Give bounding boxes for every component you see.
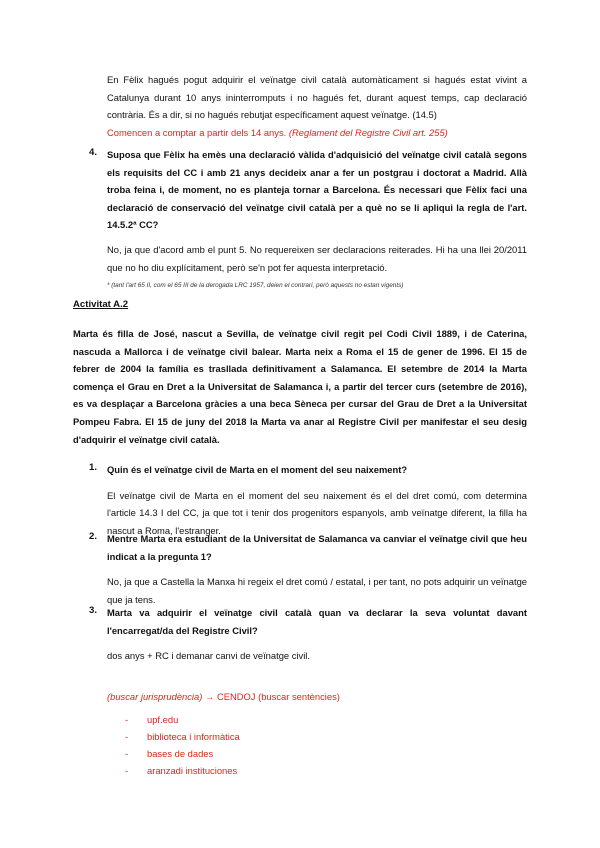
list-item: - bases de dades [125,748,214,759]
q2-number: 2. [89,531,98,542]
q3-number: 3. [89,605,98,616]
red-note: Comencen a comptar a partir dels 14 anys. [107,126,287,138]
list-item: - upf.edu [125,714,179,725]
link-databases[interactable]: bases de dades [147,748,214,759]
q4-block [107,146,527,291]
q2-answer: No, ja que a Castella la Manxa hi regeix el dret comú / estatal, i per tant, no pots adquirir un veïnatge que ja tens. [107,576,527,605]
q2-block [107,530,527,608]
q4-question: Suposa que Fèlix ha emès una declaració vàlida d'adquisició del veïnatge civil català segons els requisits del CC i amb 21 anys decideix anar a fer un postgrau i doctorat a Madrid. Allà troba feina i, de moment, no es planteja tornar a Barcelona. És necessari que Fèlix faci una declaració de conservació del veïnatge civil català per a què no se li apliqui la regla de l'art. 14.5.2ª CC? [107,149,527,231]
q2-question: Mentre Marta era estudiant de la Universitat de Salamanca va canviar el veïnatge civil que heu indicat a la pregunta 1? [107,533,527,562]
q4-footnote: * (tant l'art 65 II, com el 65 III de la derogada LRC 1957, deien el contrari, però aquests no estan vigents) [107,282,404,290]
q1-answer: El veïnatge civil de Marta en el moment del seu naixement és el del dret comú, com determina l'article 14.3 I del CC, ja que tot i tenir dos progenitors espanyols, amb veïnatge diferent, la filla ha nascut a Roma, l'estranger. [107,489,527,536]
research-links [125,711,425,779]
research-label: (buscar jurisprudència) [107,691,203,702]
activity-intro-block [73,325,527,448]
link-library[interactable]: biblioteca i informàtica [147,731,240,742]
link-upf[interactable]: upf.edu [147,714,179,725]
research-target: CENDOJ (buscar sentències) [216,691,340,702]
regulation-reference: (Reglament del Registre Civil art. 255) [288,126,448,138]
research-line [107,688,527,706]
continuation-text: En Fèlix hagués pogut adquirir el veïnatge civil català automàticament si hagués estat vivint a Catalunya durant 10 anys ininterromputs i no hagués fet, durant aquest temps, cap declaració contrària. És a dir, si no hagués rebutjat específicament aquest veïnatge. (14.5) [107,74,527,121]
q4-answer: No, ja que d'acord amb el punt 5. No requereixen ser declaracions reiterades. Hi ha una llei 20/2011 que no ho diu explícitament, però se'n pot fer aquesta interpretació. [107,243,527,273]
link-aranzadi[interactable]: aranzadi instituciones [147,765,238,776]
q4-number: 4. [89,147,98,158]
q3-question: Marta va adquirir el veïnatge civil català quan va declarar la seva voluntat davant l'encarregat/da del Registre Civil? [107,607,527,636]
list-item: - aranzadi instituciones [125,765,238,776]
list-item: - biblioteca i informàtica [125,731,240,742]
links-list [125,711,425,779]
continuation-paragraph [107,71,527,141]
q1-number: 1. [89,462,98,473]
continuation-red-line [107,124,527,142]
q1-question: Quin és el veïnatge civil de Marta en el moment del seu naixement? [107,464,408,475]
q3-answer: dos anys + RC i demanar canvi de veïnatge civil. [107,650,310,662]
arrow-icon: → [204,691,215,702]
q1-block [107,461,527,539]
activity-intro: Marta és filla de José, nascut a Sevilla, de veïnatge civil regit pel Codi Civil 1889, i de Caterina, nascuda a Mallorca i de veïnatge civil balear. Marta neix a Roma el 15 de gener de 1996. El 15 de febrer de 2004 la família es trasllada definitivament a Salamanca. El setembre de 2014 la Marta comença el Grau en Dret a la Universitat de Salamanca i, a partir del tercer curs (setembre de 2016), es va desplaçar a Barcelona gràcies a una beca Sèneca per cursar del Grau de Dret a la Universitat Pompeu Fabra. El 15 de juny del 2018 la Marta va anar al Registre Civil per manifestar el seu desig d'adquirir el veïnatge civil català. [73,328,527,445]
q3-block [107,604,527,665]
activity-heading: Activitat A.2 [73,299,129,310]
